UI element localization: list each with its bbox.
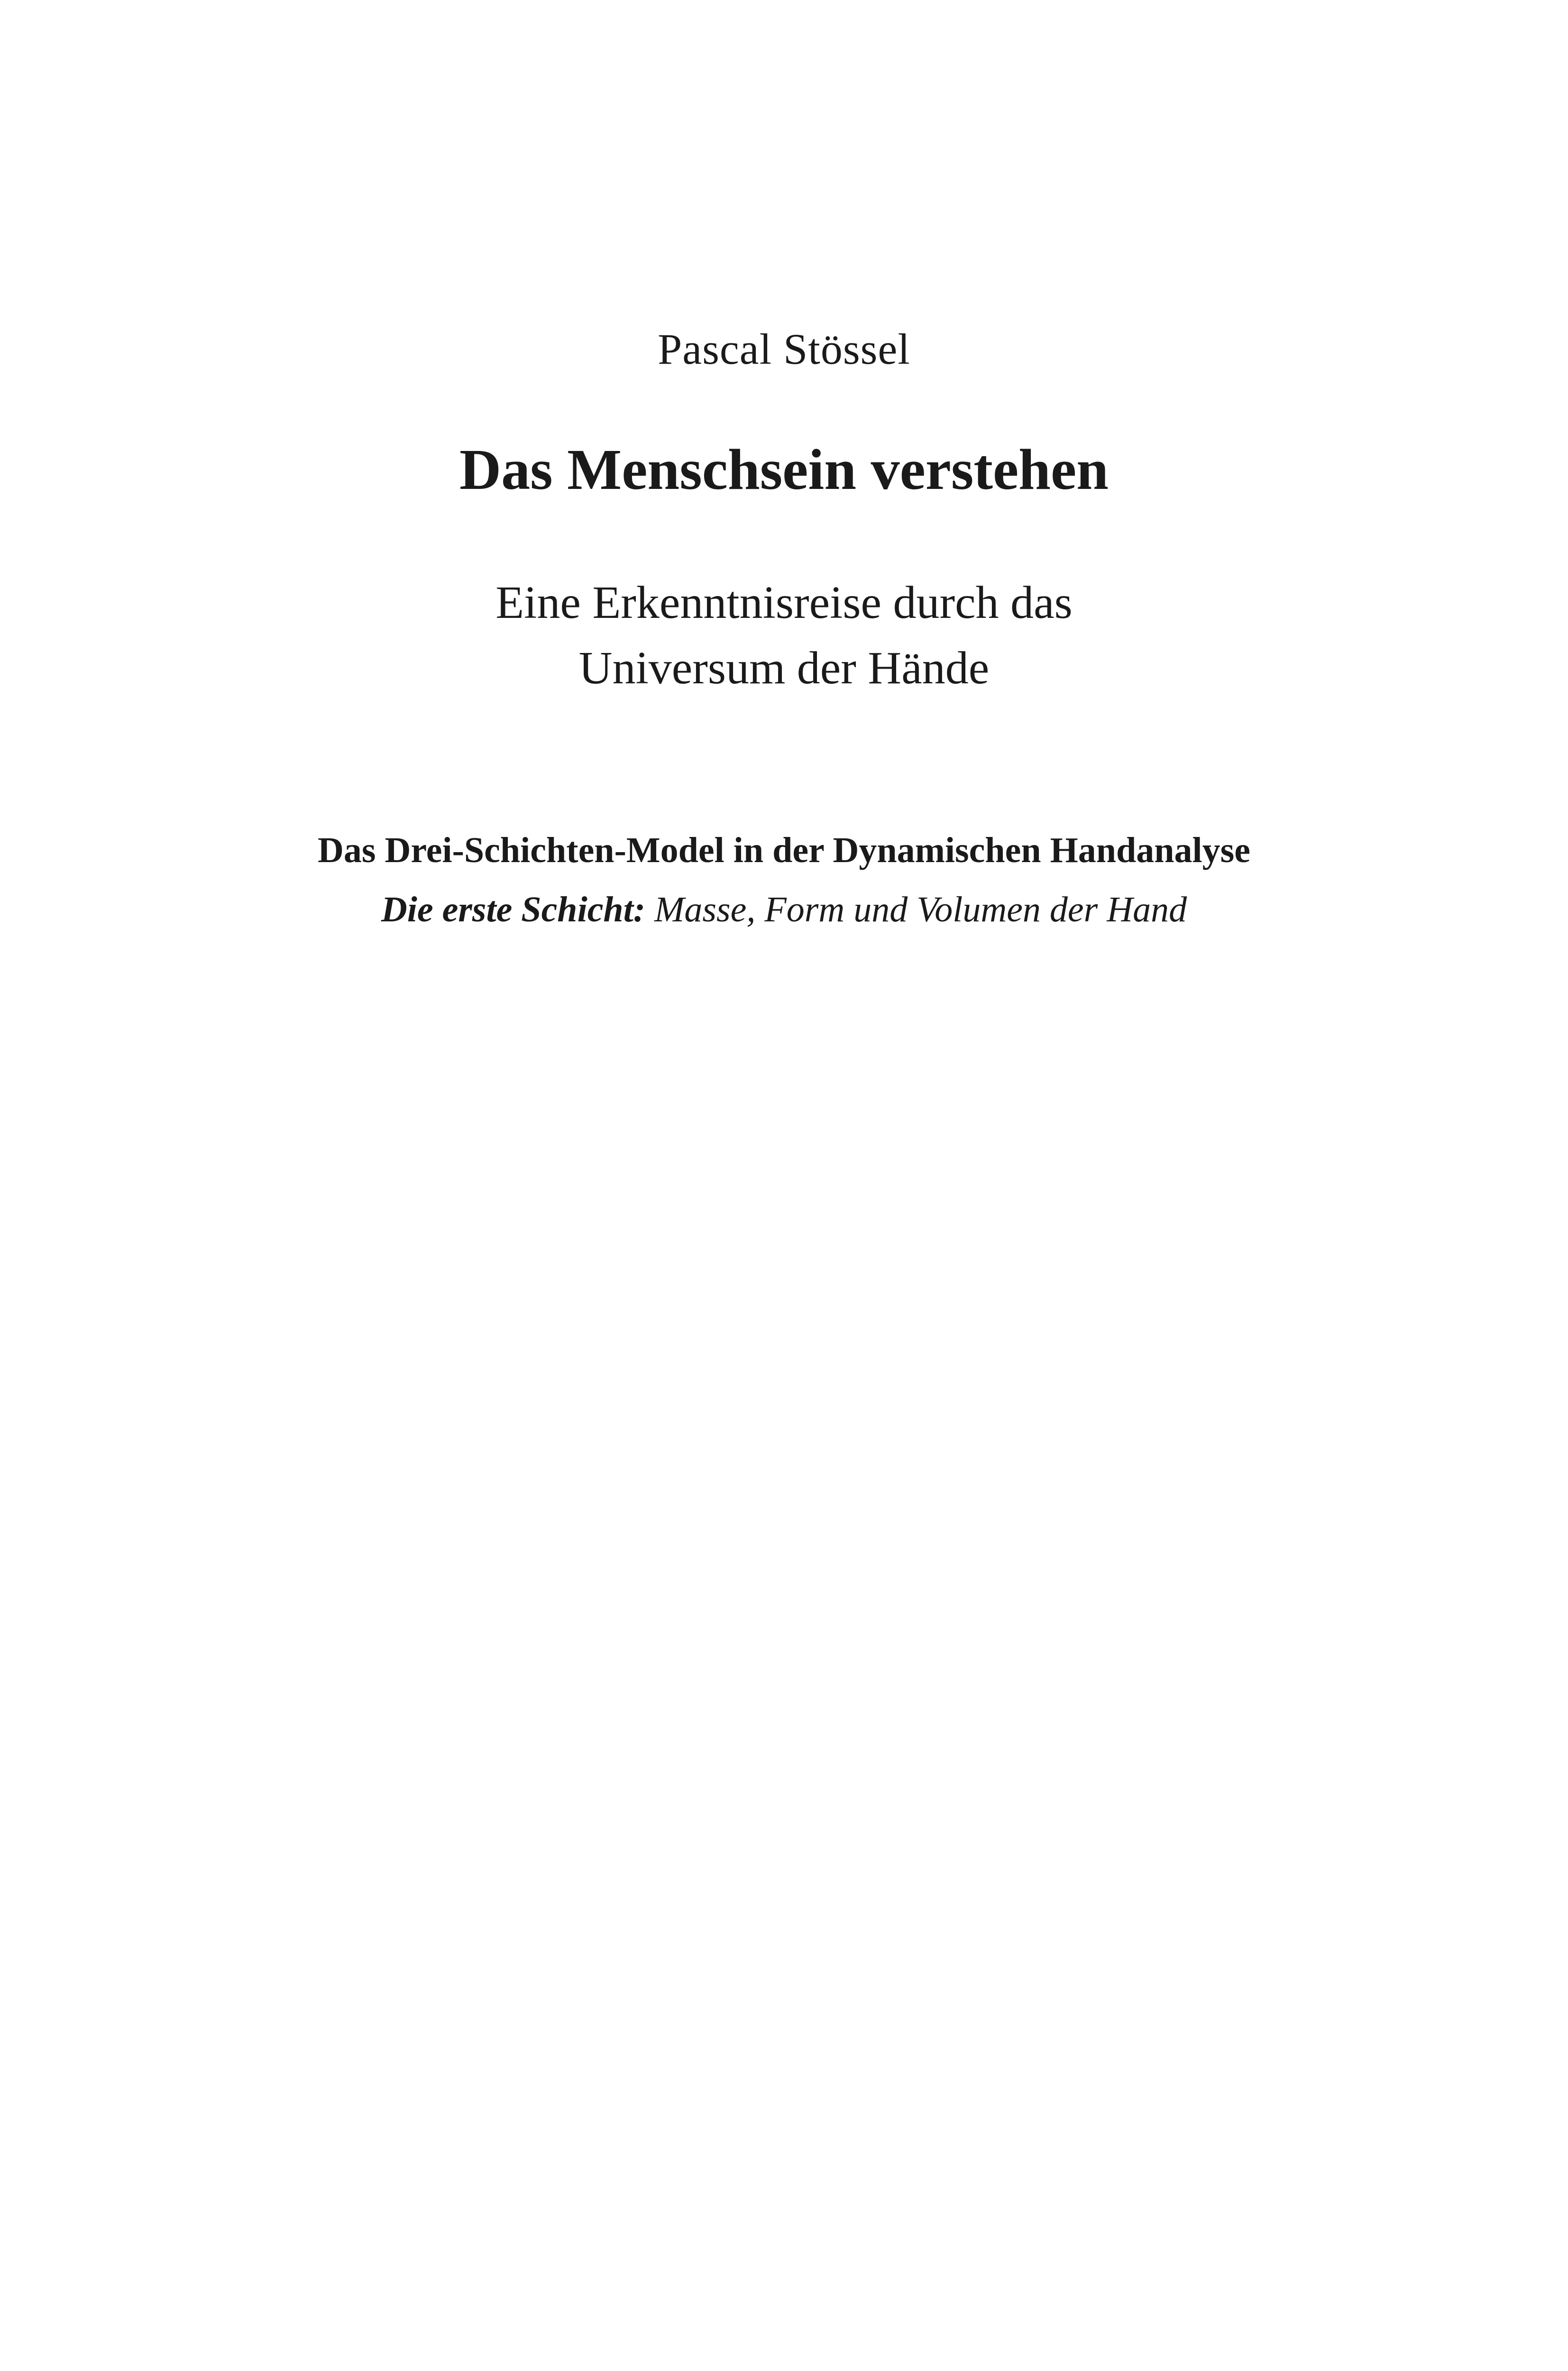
volume-lead: Die erste Schicht:: [381, 890, 646, 929]
author-name: Pascal Stössel: [658, 325, 910, 373]
subtitle-line-1: Eine Erkenntnisreise durch das: [495, 577, 1073, 628]
series-title: Das Drei-Schichten-Model in der Dynamischen Handanalyse: [318, 830, 1250, 870]
volume-description: Masse, Form und Volumen der Hand: [645, 890, 1187, 929]
subtitle-line-2: Universum der Hände: [578, 643, 990, 694]
volume-title: [0, 891, 1568, 928]
book-title: Das Menschsein verstehen: [459, 438, 1109, 502]
